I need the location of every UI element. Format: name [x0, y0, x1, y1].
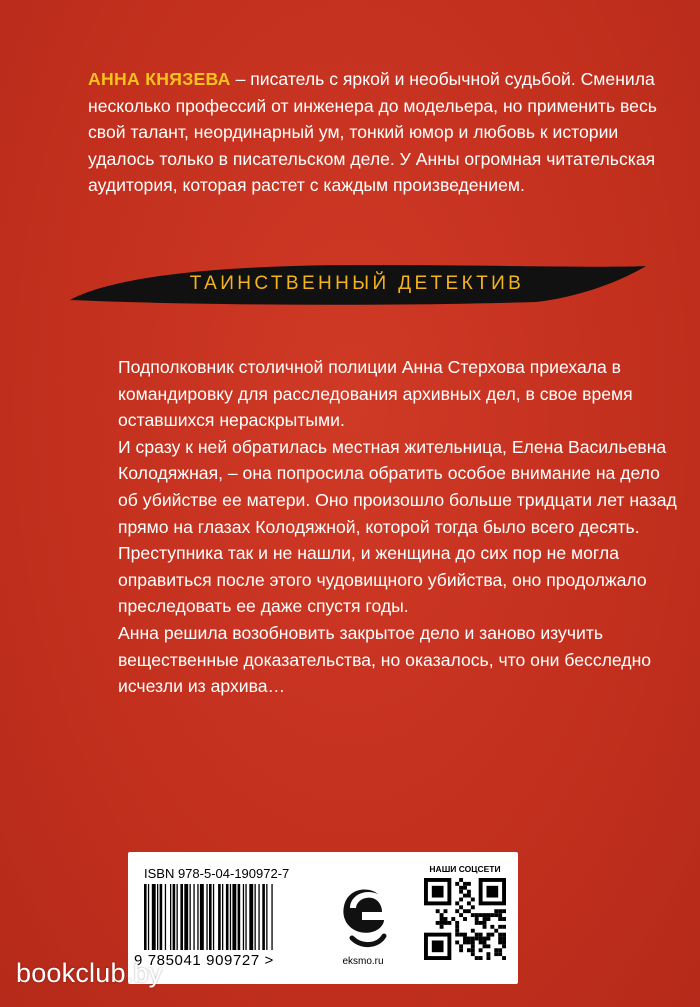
- watermark: bookclub.by: [16, 958, 163, 988]
- annotation-paragraph: Анна решила возобновить закрытое дело и заново изучить вещественные доказательства, но оказалось, что они бесследно исчезли из архива…: [118, 622, 652, 697]
- author-bio-text: – писатель с яркой и необычной судьбой. Сменила несколько профессий от инженера до модельера, но применить весь свой талант, неординарный ум, тонкий юмор и любовь к истории удалось только в писательском деле. У Анны огромная читательская аудитория, которая растет с каждым произведением.: [88, 69, 657, 195]
- genre-band: [66, 262, 648, 306]
- author-bio: [88, 66, 678, 199]
- annotation-paragraph: Подполковник столичной полиции Анна Стерхова приехала в командировку для расследования архивных дел, в свое время оставшихся нераскрытыми.: [118, 357, 633, 431]
- book-annotation: [118, 354, 678, 700]
- author-name: АННА КНЯЗЕВА: [88, 69, 231, 89]
- genre-label: ТАИНСТВЕННЫЙ ДЕТЕКТИВ: [189, 273, 525, 294]
- eksmo-logo-icon: [338, 882, 390, 952]
- social-label: НАШИ СОЦСЕТИ: [429, 864, 501, 874]
- barcode-digits: 9 785041 909727 >: [134, 952, 274, 969]
- publisher-site: eksmo.ru: [342, 956, 384, 967]
- annotation-paragraph: И сразу к ней обратилась местная жительница, Елена Васильевна Колодяжная, – она попросила обратить особое внимание на дело об убийстве ее матери. Оно произошло больше тридцати лет назад прямо на глазах Колодяжной, которой тогда было всего десять. Преступника так и не нашли, и женщина до сих пор не могла оправиться после этого чудовищного убийства, оно продолжало преследовать ее даже спустя годы.: [118, 436, 677, 617]
- barcode-icon: [144, 884, 314, 954]
- qr-code-icon: [424, 878, 506, 960]
- barcode-panel: [128, 852, 518, 984]
- isbn-text: ISBN 978-5-04-190972-7: [144, 866, 290, 881]
